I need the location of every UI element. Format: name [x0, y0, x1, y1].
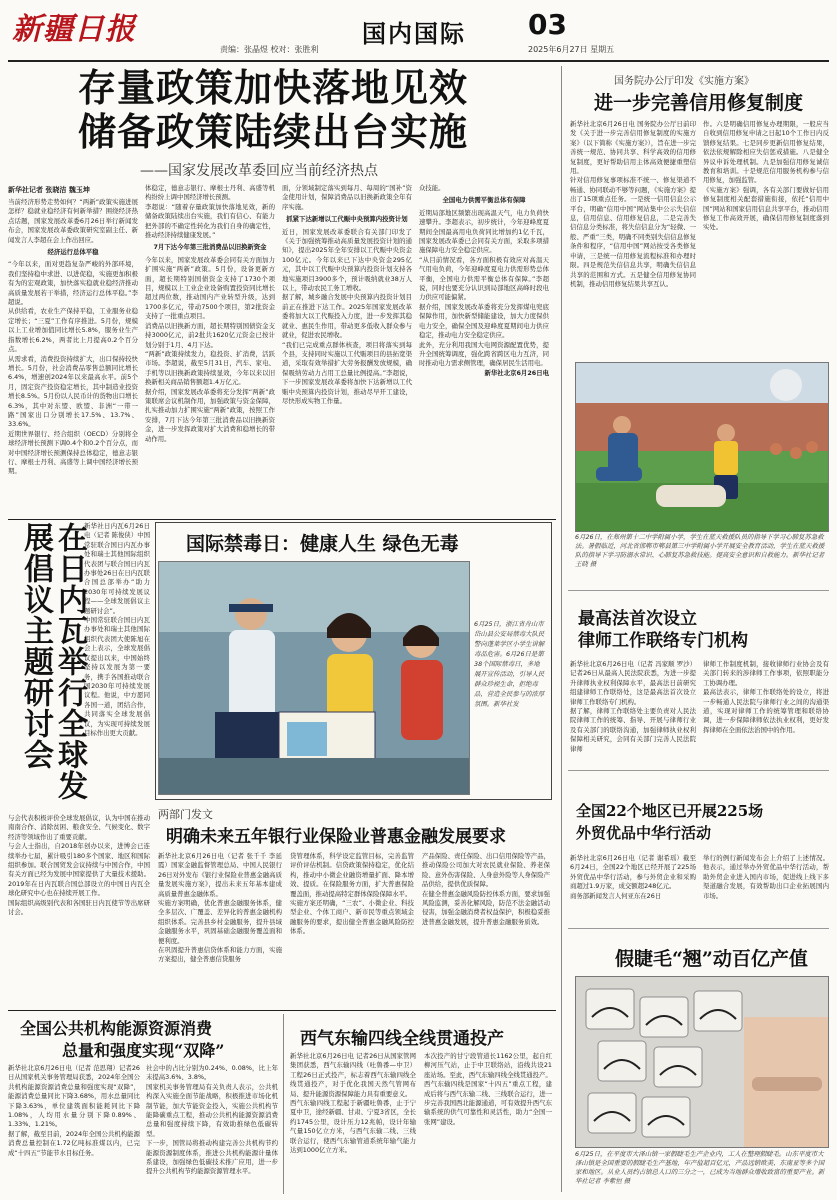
court-paragraph: 新华社北京6月26日电（记者 冯家顺 罗沙）记者26日从最高人民法院获悉，为进一步提升律师执业权利保障水平，最高法日前研究组建律师工作联络处，这是最高法首次设立律师工作联络专门机构。: [570, 660, 696, 706]
bank-paragraph: 实施方案还明确，“三农”、小微企业、科技型企业、个体工商户、新市民等重点领域金融服务的要求，提出健全普惠金融风险防控体系。: [290, 899, 414, 936]
section-divider: [568, 770, 829, 771]
lead-headline-2: 储备政策陆续出台实施: [78, 109, 469, 154]
credit-kicker: 国务院办公厅印发《实施方案》: [614, 76, 754, 87]
antidrug-box: [155, 522, 552, 800]
lead-paragraph: 此外，充分利用我国大电网资源配置优势，提升全国统筹调度，强化跨省跨区电力互济，同时推动电力需求侧管理，确保居民生活用电。: [419, 340, 549, 368]
geneva-column-1: [84, 522, 150, 810]
newspaper-logo: 新疆日报: [12, 12, 136, 47]
eyelash-caption: 6月25日，在平度市大泽山镇一家假睫毛生产企业内，工人在整理假睫毛。山东平度市大泽山镇是全国重要的假睫毛生产基地，年产值超百亿元，产品远销欧美、东南亚等多个国家和地区。从业人员约占镇总人口的三分之一，已成为当地群众增收致富的重要产业。新华社记者 李紫恒 摄: [575, 1150, 825, 1185]
credit-paragraph: 《实施方案》强调，各有关部门要做好信用修复制度相关配套措施衔接，依托“信用中国”网站和国家信用信息共享平台，推动信用修复工作高效开展，确保信用修复制度落到实处。: [703, 185, 829, 232]
gas-paragraph: 本次投产的甘宁段管道长1162公里，起自红柳河压气站，止于中卫联络站，沿线共设21座站场。至此，西气东输四线全线贯通投产。: [424, 1052, 552, 1079]
geneva-paragraph: 中国常驻联合国日内瓦办事处和瑞士其他国际组织代表团大使陈旭在会上表示，全球发展倡议提出以来，中国始终坚持以发展为第一要务，携手各国推动联合国2030年可持续发展议程。他说，中方愿同各国一道，团结合作，共同落实全球发展倡议，为实现可持续发展目标作出更大贡献。: [84, 616, 150, 737]
section-divider: [568, 928, 829, 929]
editors-line: 责编：张晶煜 校对：张胜利: [220, 45, 319, 54]
antidrug-caption: 6月25日，浙江省舟山市岱山县公安局禁毒大队民警向蓬莱学区小学生讲解毒品危害。6月26日是第38个国际禁毒日，多地展开宣传活动，引导人民群众珍视生命，拒绝毒品，营造全民参与的浓厚氛围。新华社发: [474, 620, 545, 708]
lead-paragraph: 从供给看，农业生产保持平稳，工业服务业稳定增长；“三夏”工作有序推进。5月份，规模以上工业增加值同比增长5.8%，服务业生产指数增长6.2%，两者比上月提高0.2个百分点。: [8, 307, 138, 354]
bank-paragraph: 贷管理体系，科学设定监管目标，完善监管评价评估机制。信贷政策保持稳定，优化结构，推动中小微企业融资增量扩面、降本增效、提质。在保险服务方面，扩大普惠保险覆盖面，推动提高特定群体保险保障水平。: [290, 852, 414, 898]
court-column-2: [703, 660, 829, 764]
gas-column-2: [424, 1052, 552, 1194]
bank-paragraph: 在巩固提升普惠信贷体系和能力方面，实施方案提出，健全普惠信贷服务: [158, 946, 282, 964]
fair-paragraph: 商务部新闻发言人何亚东在26日: [570, 891, 662, 900]
lead-paragraph: 近日，国家发展改革委联合有关部门印发了《关于加强统筹推动高质量发展投资计划的通知》，提出2025年全年安排以工代赈中央资金100亿元。今年以来已下达中央资金295亿元，其中以工代赈中央预算内投资计划支持各地实施项目3900多个，预计吸纳就业38万人以上，带动农民工务工增收。: [282, 227, 412, 293]
credit-paragraph: 针对信用修复事项标准不统一、修复渠道不畅通、协同联动不够等问题，《实施方案》提出了15项重点任务。一是统一信用信息公示平台，明确“信用中国”网站集中公示失信信息，信用信息、信用修复信息，二是完善失信信息分类标准，将失信信息分为“轻微、一般、严重”三类，明确不同类别失信信息修复条件和程序，“信用中国”网站按受各类修复申请，三是统一信用修复流程标准和办理时限。四是规范失信信息共享，明确失信信息共享的范围和方式。五是健全信用修复协同机制，推动信用修复结果共享互认。: [570, 176, 696, 288]
column-divider: [283, 1014, 284, 1194]
lead-column-3: [282, 184, 412, 516]
energy-paragraph: 据了解，截至目前，2024年全国公共机构能源消费总量控制在1.72亿吨标准煤以内，已完成“十四五”节能节水目标任务。: [8, 1129, 140, 1157]
geneva-paragraph: 新华社日内瓦6月26日电（记者 陈俊侠）中国常驻联合国日内瓦办事处和瑞士其他国际组织代表团与联合国日内瓦办事处26日在日内瓦联合国总部举办“助力2030年可持续发展议程——全球发展倡议主题研讨会”。: [84, 522, 150, 615]
credit-headline: 进一步完善信用修复制度: [594, 92, 804, 114]
lead-paragraph: 据了解，城乡融合发展中央预算内投资计划目前正在推进下达工作。2025年国家发展改革委将加大以工代赈投入力度，进一步发挥其稳就业、惠民生作用，带动更多低收入群众参与就业，促进农民增收。: [282, 293, 412, 340]
court-paragraph: 据了解，律师工作联络处主要负责对人民法院律师工作的统筹、指导、开展与律师行业及有关部门的联络沟通，加强律师执业权利保障相关研究，会同有关部门完善人民法院律师: [570, 707, 696, 753]
gas-paragraph: 西气东输四线工程起于新疆吐鲁番，止于宁夏中卫，途经新疆、甘肃、宁夏3省区，全长约1745公里，设计压力12兆帕，设计年输气量150亿立方米，与西气东输二线、三线联合运行，使西气东输管道系统年输气能力达到1000亿立方米。: [290, 1099, 416, 1155]
lead-headline-1: 存量政策加快落地见效: [78, 65, 469, 110]
lead-bottom-rule: [8, 519, 556, 520]
lead-paragraph: 近期局部地区频繁出现高温天气，电力负荷快速攀升。李超表示，初步统计，今年迎峰度夏期间全国最高用电负荷同比增加约1亿千瓦，国家发展改革委已会同有关方面，采取多项措施保障电力安全稳定供应。: [419, 208, 549, 255]
fair-paragraph: 举行的例行新闻发布会上介绍了上述情况。他表示，通过举办外贸优品中华行活动，帮助外贸企业进入国内市场，促进线上线下多渠道融合发展，有效帮助出口企业拓展国内市场。: [703, 854, 829, 900]
energy-column-2: [146, 1064, 278, 1194]
antidrug-headline: 国际禁毒日：健康人生 绿色无毒: [186, 533, 459, 555]
court-paragraph: 律师工作制度机制，接收律师行业协会及有关部门转来的涉律师工作事项，依照职能分工协调办理。: [703, 660, 829, 687]
lead-paragraph: 当前经济形势走势如何？“两新”政策实施进展怎样？稳就业稳经济有何新举措？围绕经济热点话题，国家发展改革委6月26日举行新闻发布会，国家发展改革委政策研究室副主任、新闻发言人李超在会上作出回应。: [8, 198, 138, 244]
bank-headline: 明确未来五年银行业保险业普惠金融发展要求: [166, 827, 506, 847]
lead-paragraph: 近期世界银行、经合组织（OECD）分别将全球经济增长预测下调0.4个和0.2个百分点，而对中国经济增长预测保持总体稳定，德意志银行、摩根士丹利、高盛等上调中国经济增长预期。: [8, 429, 138, 476]
lead-subhead: 抓紧下达新增以工代赈中央预算内投资计划: [286, 215, 408, 224]
court-column-1: [570, 660, 696, 764]
fair-headline-2: 外贸优品中华行活动: [576, 824, 712, 842]
court-headline-2: 律师工作联络专门机构: [578, 631, 748, 651]
geneva-column-2: [8, 814, 150, 1010]
credit-paragraph: 新华社北京6月26日电 国务院办公厅日前印发《关于进一步完善信用修复制度的实施方案》（以下简称《实施方案》），旨在进一步完善统一规范、协同共享、科学高效的信用修复制度，更好帮助信用主体高效便捷重塑信用。: [570, 120, 696, 176]
lead-column-2: [145, 184, 275, 516]
gas-headline: 西气东输四线全线贯通投产: [300, 1029, 504, 1049]
lead-paragraph: 体稳定，德意志银行、摩根士丹利、高盛等机构纷纷上调中国经济增长预测。: [145, 184, 275, 202]
energy-headline-1: 全国公共机构能源资源消费: [20, 1019, 213, 1038]
bank-column-3: [422, 852, 550, 1004]
credit-column-2: [703, 120, 829, 358]
geneva-paragraph: 与会人士指出，自2018年创办以来，进博会已连续举办七届，累计吸引180多个国家、地区和国际组织参加。联合国贸发会议持续与中国合作，中国有关方面已经为发展中国家提供了大量技术援助。2019年在日内瓦联合国总部设立的中国日内瓦全球化研究中心也在持续开展工作。: [8, 842, 150, 898]
lead-paragraph: 今年以来，国家发展改革委会同有关方面加力扩围实施“两新”政策。5月份，设备更新方面，超长期特别国债资金支持了1730个项目，规模以上工业企业设备购置投资同比增长超过两位数，推动国内产业转型升级，达到1700多亿元，带动7500个项目，第2批资金支持了一批重点项目。: [145, 255, 275, 321]
lead-paragraph: 面，分领域制定落实到每月、每周的“国补”资金使用计划，保障消费品以旧换新政策全年有序实施。: [282, 184, 412, 211]
gas-paragraph: 新华社北京6月26日电 记者26日从国家管网集团获悉，西气东输四线（吐鲁番—中卫）工程26日正式投产，标志着西气东输四线全线贯通投产，对于优化我国天然气管网布局、提升能源资源保障能力具有重要意义。: [290, 1052, 416, 1098]
court-headline-1: 最高法首次设立: [578, 609, 697, 629]
fair-headline-1: 全国22个地区已开展225场: [576, 802, 764, 820]
credit-paragraph: 作。六是明确信用修复办理期限，一般应当自收到信用修复申请之日起10个工作日内反馈修复结果。七是同步更新信用修复结果，依法依规解除相应失信惩戒措施。八是健全异议申诉处理机制。九是加强信用修复诚信教育和培训。十是规范信用服务机构参与信用修复，加强监管。: [703, 120, 829, 185]
lead-subhead: 全国电力供需平衡总体有保障: [442, 196, 526, 205]
first-aid-illustration: [576, 363, 828, 531]
first-aid-photo: [575, 362, 829, 532]
bank-paragraph: 新华社北京6月26日电（记者 张千千 李延霞）国家金融监督管理总局、中国人民银行26日对外发布《银行业保险业普惠金融高质量发展实施方案》，提出未来五年基本建成高质量普惠金融体系。: [158, 852, 282, 898]
lead-paragraph: “我们已完成重点群体核查，项目将落实到每个县，支持同时实施以工代赈项目的县拓宽渠道，采取有效举措扩大劳务报酬发放规模，确保吸纳劳动力占用工总量比例提高。”李超说，下一步国家发展改革委将加快下达新增以工代赈中央预算内投资计划，推动尽早开工建设，尽快形成实物工作量。: [282, 340, 412, 405]
bank-kicker: 两部门发文: [158, 808, 213, 821]
lead-paragraph: “从目前情况看，各方面积极有效应对高温天气用电负荷，今年迎峰度夏电力供需形势总体平衡，全国电力供需平衡总体有保障。”李超说，同时也要充分认识到局部地区高峰时段电力供应可能偏紧。: [419, 255, 549, 302]
fair-column-2: [703, 854, 829, 924]
lead-paragraph: “今年以来，面对更趋复杂严峻的外部环境，我们坚持稳中求进、以进促稳，实施更加积极有为的宏观政策，加快落实稳就业稳经济推动高质量发展若干举措，经济运行总体平稳。”李超说。: [8, 260, 138, 307]
energy-headline-2: 总量和强度实现“双降”: [62, 1041, 225, 1060]
antidrug-photo: [158, 561, 470, 795]
masthead: [0, 0, 837, 64]
section-divider: [568, 590, 829, 591]
lead-byline: 新华社记者 张晓洁 魏玉坤: [8, 186, 90, 194]
fair-column-1: [570, 854, 696, 924]
energy-paragraph: 新华社北京6月26日电（记者 范思翔）记者26日从国家机关事务管理局获悉，2024年全国公共机构能源资源消费总量和强度实现“双降”，能源消费总量同比下降3.68%，用水总量同比下降3.63%，单位建筑面积能耗同比下降1.08%，人均用水量分别下降0.89%、1.33%、1.21%。: [8, 1064, 140, 1129]
energy-paragraph: 国家机关事务管理局有关负责人表示，公共机构深入实施全面节能战略，积极推进市场化机制节能，加大节能资金投入，实施公共机构节能降碳重点工程，推动公共机构能源资源消费总量和强度持续下降，有效助推绿色低碳转型。: [146, 1082, 278, 1138]
lead-column-4: [419, 184, 549, 516]
eyelash-photo: [575, 976, 829, 1148]
fair-paragraph: 新华社北京6月26日电（记者 谢希瑶）截至6月24日，全国22个地区已经开展了225场外贸优品中华行活动，参与外贸企业和采购商超过1.9万家，成交额超248亿元。: [570, 854, 696, 891]
column-divider: [561, 66, 562, 1192]
lead-paragraph: 据介绍，国家发展改革委将充分发挥“两新”政策联席会议机制作用，加强政策与资金保障，扎实推动加力扩围实施“两新”政策，按照工作安排，7月下达今年第三批消费品以旧换新资金，进一步发挥政策对扩大消费和稳增长的带动作用。: [145, 387, 275, 443]
masthead-divider: [8, 60, 829, 62]
lead-subhead: 7月下达今年第三批消费品以旧换新资金: [153, 243, 267, 252]
bank-paragraph: 实施方案明确，优化普惠金融服务体系，健全多层次、广覆盖、差异化的普惠金融机构组织体系。完善县乡村金融服务，提升县域金融服务水平，巩固基础金融服务覆盖面和便利度。: [158, 899, 282, 945]
gas-paragraph: 西气东输四线是国家“十四五”重点工程，建成后将与西气东输二线、三线联合运行，进一步完善我国西北能源通道，可有效提升西气东输系统的供气可靠性和灵活性，助力“全国一张网”建设。: [424, 1080, 552, 1126]
energy-column-1: [8, 1064, 140, 1194]
bank-paragraph: 在健全普惠金融风险防控体系方面，要求加强风险监测，妥善化解风险，防范不法金融活动侵害，加强金融消费者权益保护，积极稳妥推进普惠金融发展，提升普惠金融服务质效。: [422, 889, 550, 926]
bottom-section-rule: [8, 1010, 556, 1011]
lead-subhead: 经济运行总体平稳: [47, 248, 99, 257]
credit-column-1: [570, 120, 696, 358]
geneva-paragraph: 与会代表积极评价全球发展倡议，认为中国在推动南南合作、消除贫困、粮食安全、气候变化、数字经济等领域作出了重要贡献。: [8, 814, 150, 841]
section-label: 国内国际: [362, 19, 466, 48]
page-number: 03: [528, 8, 567, 41]
lead-subtitle: ——国家发展改革委回应当前经济热点: [140, 163, 378, 179]
lead-paragraph: “两新”政策持续发力，稳投资、扩消费，活跃市场。李超说，截至5月31日，汽车、家电、手机等以旧换新政策持续显效，今年以来以旧换新相关商品销售额超1.4万亿元。: [145, 349, 275, 387]
energy-paragraph: 下一步，国管局将推动构建完善公共机构节约能源资源制度体系，推进公共机构能源计量体系建设，加强绿色低碳技术推广应用，进一步提升公共机构节约能源资源管理水平。: [146, 1139, 278, 1176]
first-aid-caption: 6月26日，在郑州第十二中学附属小学，学生在蓝天救援队员的指导下学习心肺复苏急救法。暑假临近，河北省邯郸市郸县第三中学附属小学开展安全教育活动，学生在蓝天救援队的指导下学习防溺水常识、心肺复苏急救技能。提高安全意识和自救能力。新华社记者 王晓 摄: [575, 533, 825, 568]
court-paragraph: 最高法表示，律师工作联络处的设立，将进一步畅通人民法院与律师行业之间的沟通渠道，实现对律师工作的统筹管理和联络协调，进一步保障律师依法执业权利，更好发挥律师在全面依法治国中的作用。: [703, 688, 829, 734]
issue-date: 2025年6月27日 星期五: [528, 45, 615, 54]
lead-paragraph: 众技能。: [419, 184, 445, 192]
lead-paragraph: 李超说：“随着存量政策加快落地见效，新的储备政策陆续出台实施，我们有信心、有能力把外部的不确定性转化为我们自身的确定性，推动经济持续健康发展。”: [145, 202, 275, 240]
antidrug-illustration: [159, 562, 469, 794]
eyelash-headline: 假睫毛“翘”动百亿产值: [615, 948, 808, 970]
lead-paragraph: 从需求看，消费投资持续扩大，出口保持较快增长。5月份，社会消费品零售总额同比增长6.4%，增速创2024年以来最高水平。前5个月，固定资产投资稳定增长，其中制造业投资增长8.5%。5月份以人民币计的货物出口增长6.3%，其中对东盟、欧盟、非洲“一带一路”国家出口分别增长17.5%、13.7%、33.6%。: [8, 354, 138, 429]
energy-paragraph: 社会中的占比分别为0.24%、0.08%，比上年末提高3.6%、3.8%。: [146, 1064, 278, 1082]
lead-paragraph: 消费品以旧换新方面，超长期特别国债资金支持3000亿元，前2批共1620亿元资金已按计划分别于1月、4月下达。: [145, 321, 275, 349]
eyelash-illustration: [576, 977, 828, 1147]
geneva-paragraph: 国际组织高级别代表和各国驻日内瓦使节等出席研讨会。: [8, 898, 150, 917]
lead-dateline: 新华社北京6月26日电: [484, 368, 549, 377]
bank-column-2: [290, 852, 414, 1004]
lead-column-1: [8, 198, 138, 516]
bank-paragraph: 产品保险、责任保险、出口信用保险等产品，推动保险公司加大对农民就业保险、养老保险、意外伤害保险、人身意外险等人身保险产品供给，提供优质保障。: [422, 852, 550, 889]
lead-paragraph: 据介绍，国家发展改革委将充分发挥煤电兜底保障作用，加快新型储能建设，加大力度保供电力安全，确保全国及迎峰度夏期间电力供应稳定，推动电力安全稳定供应。: [419, 302, 549, 340]
gas-column-1: [290, 1052, 416, 1194]
geneva-vertical-headline: 在日内瓦举行全球发展倡议主题研讨会: [18, 522, 87, 801]
bank-column-1: [158, 852, 282, 1004]
